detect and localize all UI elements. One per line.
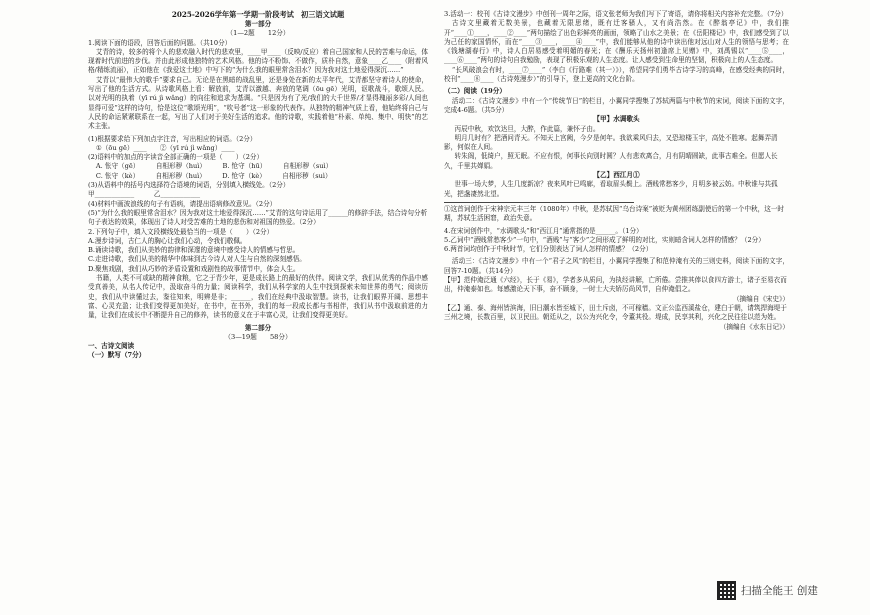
poem-b-title: 【乙】西江月① [593,171,640,180]
poem-line: 丙辰中秋，欢饮达旦，大醉，作此篇，兼怀子由。 [454,124,600,133]
question-1-4: (4)材料中画波浪线的句子有语病，请提出语病修改意见。（2分） [88,199,277,208]
question-2: 2.下列句子中，填入文段横线处最恰当的一项是（ ）（2分） [88,227,274,236]
exam-title: 2025-2026学年第一学期一阶段考试 初三语文试题 [171,10,345,19]
passage-paragraph: 艾青以“最伟大的歌手”要求自己。无论是在黑暗的战乱里，还是身处在新的太平年代，艾青都坚守着诗人的使命，写出了他的生活方式。从诗歌风格上看：解放前，艾青以激越、奔放的笔调（ōu gē）光明，讴歌战斗，歌颂人民。以对光明的执着（yī rú jì wǎng）的向往和追求为基调。“只是因为有了光/我们的大千世界/才显得瑰丽多彩/人间也显得可爱”这样的诗句，恰是这位“歌颂光明”，“吹号者”这一形象的代表作。从独特的精神气质上看，他始终将自己与人民的命运紧紧联系在一起，写出了人们对于美好生活的追求。他的诗歌，实践着他“朴素、单纯、集中、明快”的艺术主张。 [88,75,428,131]
part-two-range: （3—19题 58分） [224,332,292,341]
subsection-heading: （一）默写（7分） [88,351,146,360]
option-row: C. 怅守（kè） 自相形秽（huì） D. 怆守（kè） 自相形秽（suì） [95,171,332,180]
activity-three: 活动三：《古诗文漫步》中有一个“君子之风”的栏目，小翼同学搜集了和范仲淹有关的三则史料，阅读下面的文字，回答7-10题。（共14分） [444,257,789,275]
option-b: B.诵读诗歌，我们从美妙的韵律和深邃的意境中感受诗人的情感与哲思。 [88,246,300,255]
poem-a-title: 【甲】水调歌头 [593,115,640,124]
question-1-3: (3)从语料中的括号内选择符合语境的词语，分别填入横线处。（2分） [88,181,290,190]
reading-paragraph: 书籍，人类不可或缺的精神食粮，它之于青少年，更是成长路上的最好的伙伴。阅读文学，我们从优秀的作品中感受真善美，从名人传记中，汲取奋斗的力量；阅读科学，我们从科学家的人生中找到探索未知世界的勇气；阅读历史，我们从中读懂过去，鉴往知来，明辨是非；______，我们在经典中汲取智慧。读书，让我们眼界开阔、思想丰富、心灵充盈；让我们变得更加美好，在书中，在书外，我们的每一段成长都与书相伴，我们从书中汲取前进的力量，让我们在成长中不断提升自己的修养，读书的意义在于丰富心灵，让我们变得更美好。 [88,274,428,320]
option-c: C.走进诗歌，我们从美的精华中体味到古今诗人对人生与自然的深刻感悟。 [88,255,306,264]
qr-code-icon [717,581,736,600]
scanner-watermark [717,581,818,600]
right-column [444,10,789,332]
left-column [88,10,428,361]
part-one-range: （1—2题 12分） [226,29,290,38]
question-5: 5.乙词中“酒贱常愁客少”一句中，“酒贱”与“客少”之间形成了鲜明的对比，实则暗含词人怎样的情感？（2分） [444,235,765,244]
question-4: 4.在宋词创作中，“水调歌头”和“西江月”通常指的是______。（1分） [444,226,643,235]
text-b-source: （摘编自《水东日记》） [719,322,789,331]
section-heading: （二）阅读（19分） [444,87,506,96]
question-1-2: (2)语料中的加点的字读音全部正确的一项是（ ）（2分） [88,153,264,162]
part-one-heading: 第一部分 [244,20,272,28]
activity-two: 活动二：《古诗文漫步》中有一个“传统节日”的栏目，小翼同学搜集了苏轼两篇与中秋节的宋词，阅读下面的文字，完成4-6题。（共5分） [444,96,789,114]
text-b: 【乙】通、泰、海州皆滨海，旧日潮水皆至城下，田土斥卤，不可稼穑。文正公监西溪盐仓，建白于朝，请筑捍海堤于三州之境，长数百里，以卫民田。朝廷从之，以公为兴化令，令董其役。堤成，民享其利，兴化之民往往以范为姓。 [444,303,787,322]
question-1: 1.阅读下面的语段，回答后面的问题。（共10分） [88,38,232,47]
text-a: 【甲】范仲淹泛通《六经》，长于《易》，学者多从质问，为执经讲解，亡所倦。尝推其俸以食四方游士，诸子至易衣而出，仲淹泰如也。每感激论天下事，奋不顾身，一时士大夫矫厉尚风节，自仲淹倡之。 [444,276,787,294]
question-1-1-blanks: ①（ōu gē）____ ②（yī rú jì wǎng）____ [95,143,235,152]
part-two-heading: 第二部分 [244,323,272,332]
text-a-source: （摘编自《宋史》） [732,294,789,303]
poem-line: 转朱阁，低绮户，照无眠。不应有恨，何事长向别时圆？人有悲欢离合，月有阴晴圆缺，此事古难全。但愿人长久，千里共婵娟。 [444,152,778,170]
question-3-text-2: “长风破浪会有时，____⑦____”（李白《行路难（其一）》），希望同学们勇毕古诗学习的高峰，在感受经典的同时，校刊“____⑧____（古诗苑漫步）”的引导下，登上更高的文化台阶。 [444,65,789,84]
scanner-brand-text: 扫描全能王 创建 [741,585,818,597]
question-1-5: (5)“为什么我的眼里常含泪水？因为我对这土地爱得深沉……”艾青的这句诗运用了______的修辞手法，结合诗句分析句子表达的效果，体现出了诗人对受苦难的土地的悲伤和对祖国的热爱。（2分） [88,208,428,227]
option-row: A. 怅守（gē） 自相形秽（huì） B. 怆守（hū） 自相形秽（suì） [95,162,333,171]
option-d: D.聚焦戏剧，我们从巧妙的矛盾设置和戏剧性的故事情节中，体会人生。 [88,264,300,273]
option-a: A.漫步诗词，古仁人的胸心让我们心动，令我们敬佩。 [88,236,247,245]
footnote: ①这首词创作于宋神宗元丰三年（1080年）中秋，是苏轼因“乌台诗案”被贬为黄州团练副使后的第一个中秋，这一时期，苏轼生活困窘，政治失意。 [444,204,785,223]
poem-line: 明月几时有？把酒问青天。不知天上宫阙，今夕是何年。我欲乘风归去，又恐琼楼玉宇，高处不胜寒。起舞弄清影，何似在人间。 [444,133,778,152]
question-1-1: (1)根据要求给下列加点字注音，写出相应的词语。（2分） [88,134,257,143]
question-6: 6.两首词均创作于中秋时节，它们分别表达了词人怎样的情感？（2分） [444,245,653,254]
passage-paragraph: 艾青的诗，较多的将个人的悲欢融入时代的悲欢里，____甲____（反映/反应）着自己国家和人民的苦难与命运，体现着时代前进的步伐。并由此形成他独特的艺术风格。他的诗不粉饰、不做作，质朴自然，意象____乙____（附着风格/精练流丽），正如他在《我爱这土地》中写下的“为什么我的眼里常含泪水？因为我对这土地爱得深沉……” [88,47,428,75]
question-3: 3.活动一：校刊《古诗文漫步》中创刊一周年之际，语文张老师为我们写下了寄语，请你将相关内容补充完整。（7分） [444,10,788,18]
question-1-3-blanks: 甲____________ 乙____________ [88,190,201,199]
section-heading: 一、古诗文阅读 [88,342,135,351]
poem-b-text: 世事一场大梦，人生几度新凉？夜来风叶已鸣廊，看取眉头鬓上。酒贱常愁客少，月明多被云妨。中秋谁与共孤光，把盏凄然北望。 [444,180,778,198]
footnote-divider [444,202,634,203]
question-3-text: 古诗文里藏着无数美景，也藏着无限思绪，既有迁客骚人，又有尚浩然。在《醉翁亭记》中，我们推开“____①____，____②____”两句描绘了出色彩鲜亮的画面，领略了山水之美景；在《岳阳楼记》中，我们感受到了以为己任的家国情怀，而在“____③____，____④____”中，我们能够从他的诗中读出他对远山对人生的领悟与思考；在《钱塘湖春行》中，诗人白居易感受着明媚的春光；在《酬乐天扬州初逢席上见赠》中，刘禹锡以“____⑤____，____⑥____”两句的诗句自我勉励，表现了积极乐观的人生态度。让人感受到生命里的坚韧，积极向上的人生态度。 [444,19,789,65]
